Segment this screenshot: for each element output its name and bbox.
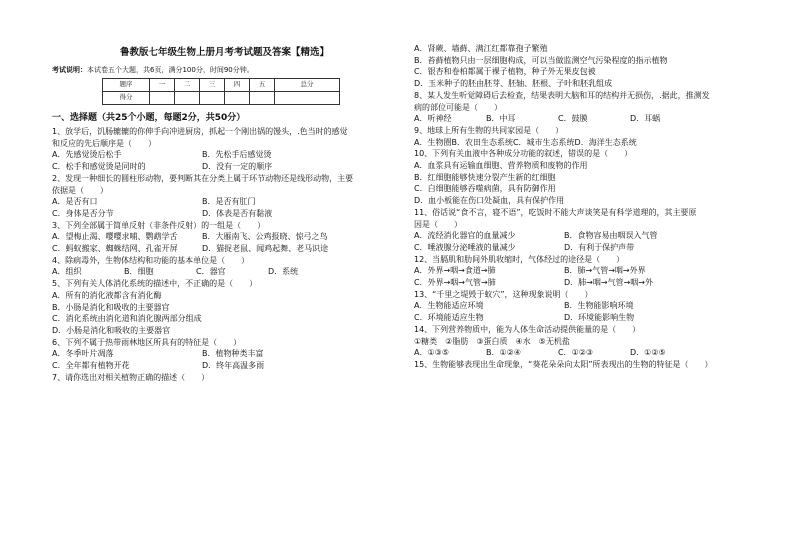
score-table-header-row — [103, 79, 340, 92]
question-line: 7、请你选出对相关植物正确的描述（ ） — [52, 372, 210, 382]
score-header-cell: 五 — [250, 79, 275, 92]
score-cell — [250, 92, 275, 105]
option-row — [414, 300, 759, 312]
question-line: 11、俗话说“食不言，寝不语”，吃饭时不能大声谈笑是有科学道理的，其主要原 — [414, 207, 697, 217]
score-cell — [275, 92, 340, 105]
question-line: A．所有的消化液都含有消化酶 — [52, 290, 162, 300]
option-text: D．系统 — [268, 267, 299, 277]
score-header-cell: 四 — [225, 79, 250, 92]
option-text: C．鼓膜 — [558, 114, 588, 124]
option-text: A．流经消化器官的血量减少 — [414, 231, 516, 241]
exam-notice — [52, 65, 397, 75]
question-line: 13、“千里之堤毁于蚁穴”，这种现象说明（ ） — [414, 289, 593, 299]
page-title: 鲁教版七年级生物上册月考考试题及答案【精选】 — [119, 47, 329, 58]
option-text: D．①②⑤ — [630, 348, 666, 358]
option-row — [52, 196, 397, 208]
option-text: A．先感觉烫后松手 — [52, 150, 122, 160]
score-header-cell: 三 — [200, 79, 225, 92]
option-text: D．终年高温多雨 — [202, 361, 265, 371]
score-cell — [200, 92, 225, 105]
option-row — [52, 231, 397, 243]
option-text: D．肺→咽→气管→咽→外 — [564, 278, 653, 288]
right-question-list — [414, 43, 759, 371]
question-line: 因是（ ） — [414, 219, 462, 229]
question-line: C．白细胞能够吞噬病菌，具有防御作用 — [414, 184, 556, 194]
option-row — [52, 208, 397, 220]
score-row-label: 得分 — [103, 92, 150, 105]
question-line: B．苔藓植物只由一层细胞构成，可以当做监测空气污染程度的指示植物 — [414, 55, 668, 65]
option-row — [52, 149, 397, 161]
option-text: A．听神经 — [414, 114, 452, 124]
question-line: C．银杏和卷柏都属于裸子植物，种子外无果皮包被 — [414, 67, 596, 77]
option-text: D．体表是否有黏液 — [202, 208, 273, 218]
option-text: D．没有一定的顺序 — [202, 162, 273, 172]
option-text: D．猫捉老鼠、闻鸡起舞、老马识途 — [202, 244, 329, 254]
score-cell — [175, 92, 200, 105]
question-line: 1、放学后，饥肠辘辘的你伸手向冲进厨房，抓起一个刚出锅的馒头，.色当时的感觉 — [52, 127, 348, 136]
question-line: 6、下列不属于热带雨林地区所具有的特征是（ ） — [52, 337, 242, 347]
option-row — [52, 266, 397, 278]
question-line: 9、地球上所有生物的共同家园是（ ） — [414, 125, 564, 135]
question-line: 2、发现一种细长的圆柱形动物，要判断其在分类上属于环节动物还是线形动物，主要 — [52, 173, 354, 183]
question-line: 15、生物能够表现出生命现象，“葵花朵朵向太阳”所表现出的生物的特征是（ ） — [414, 359, 713, 369]
question-line: A．血浆具有运输血细胞、营养物质和废物的作用 — [414, 161, 588, 171]
question-line: D．小肠是消化和吸收的主要器官 — [52, 325, 171, 335]
question-line: D．血小板能在伤口处凝血，具有保护作用 — [414, 196, 565, 206]
score-header-cell: 二 — [175, 79, 200, 92]
option-row — [414, 113, 759, 125]
question-line: 8、某人发生听觉障碍后去检查，结果表明大脑和耳的结构并无损伤，.据此，推测发 — [414, 90, 710, 100]
option-text: B．大雁南飞、公鸡报晓、惊弓之鸟 — [202, 232, 328, 242]
score-cell — [150, 92, 175, 105]
question-line: 10、下列有关血液中各种成分功能的叙述，错误的是（ ） — [414, 149, 633, 159]
option-row — [52, 360, 397, 372]
option-text: B．①②④ — [486, 348, 522, 358]
score-cell — [225, 92, 250, 105]
option-row — [52, 243, 397, 255]
option-text: D．环境能影响生物 — [564, 313, 635, 323]
option-text: D．有利于保护声带 — [564, 242, 635, 252]
option-text: B．植物种类丰富 — [202, 349, 264, 359]
option-text: B．是否有肛门 — [202, 197, 256, 207]
question-line: B．小肠是消化和吸收的主要器官 — [52, 302, 170, 312]
score-header-cell: 题序 — [103, 79, 150, 92]
question-line: B．红细胞能够快速分裂产生新的红细胞 — [414, 172, 556, 182]
option-row — [414, 242, 759, 254]
question-line: 和反应的先后顺序是（ ） — [52, 138, 156, 148]
question-line: 14、下列营养物质中，能为人体生命活动提供能量的是（ ） — [414, 324, 641, 334]
question-line: 12、当膈肌和肋间外肌收缩时，气体经过的途径是（ ） — [414, 254, 625, 264]
question-line: D．玉米种子的胚由胚芽、胚轴、胚根、子叶和胚乳组成 — [414, 79, 613, 89]
option-text: C．松手和感觉烫是同时的 — [52, 162, 146, 172]
option-text: A．望梅止渴、嘤嘤求哺、鹦鹉学舌 — [52, 232, 178, 242]
right-column — [414, 0, 759, 371]
score-table — [102, 78, 340, 105]
score-header-cell: 总分 — [275, 79, 340, 92]
option-text: B．先松手后感觉烫 — [202, 150, 272, 160]
question-line: A．肾蕨、墙藓、满江红都靠孢子繁殖 — [414, 44, 548, 53]
option-text: A．是否有口 — [52, 197, 98, 207]
option-text: C．唾液腺分泌唾液的量减少 — [414, 242, 516, 252]
option-text: C．环境能适应生物 — [414, 313, 484, 323]
option-text: C．蚂蚁搬家、蜘蛛结网、孔雀开屏 — [52, 244, 178, 254]
option-text: B．肺→气管→咽→外界 — [564, 266, 646, 276]
option-text: C．外界→咽→气管→肺 — [414, 278, 496, 288]
option-row — [414, 277, 759, 289]
question-line: 3、下列全部属于简单反射（非条件反射）的一组是（ ） — [52, 220, 266, 230]
question-line: A．生物圈B．农田生态系统C．城市生态系统D．海洋生态系统 — [414, 137, 637, 147]
option-text: A．外界→咽→食道→肺 — [414, 266, 496, 276]
option-text: C．全年都有植物开花 — [52, 361, 130, 371]
option-text: A．冬季叶片凋落 — [52, 349, 114, 359]
option-row — [414, 265, 759, 277]
question-line: 5、下列有关人体消化系统的描述中，不正确的是（ ） — [52, 279, 258, 289]
option-text: B．中耳 — [486, 114, 516, 124]
exam-notice-text: 本试卷五个大题，共6页，满分100分，时间90分钟。 — [87, 66, 254, 74]
option-row — [52, 161, 397, 173]
option-text: C．①②③ — [558, 348, 594, 358]
option-text: A．组织 — [52, 267, 82, 277]
question-line: 4、除病毒外，生物体结构和功能的基本单位是（ ） — [52, 255, 250, 265]
option-text: B．生物能影响环境 — [564, 301, 634, 311]
option-row — [414, 312, 759, 324]
score-header-cell: 一 — [150, 79, 175, 92]
question-line: C．消化系统由消化道和消化腺两部分组成 — [52, 314, 202, 324]
option-row — [414, 230, 759, 242]
left-column — [52, 0, 397, 383]
option-text: C．身体是否分节 — [52, 208, 114, 218]
section-heading: 一、选择题（共25个小题，每题2分，共50分） — [52, 113, 246, 123]
exam-notice-label: 考试说明： — [52, 66, 87, 74]
option-text: D．耳蜗 — [630, 114, 661, 124]
question-line: 依据是（ ） — [52, 185, 108, 195]
question-line: ①糖类 ②脂肪 ③蛋白质 ④水 ⑤无机盐 — [414, 336, 570, 346]
score-table-score-row — [103, 92, 340, 105]
option-text: B．细胞 — [124, 267, 154, 277]
left-question-list — [52, 126, 397, 383]
option-text: A．①③⑤ — [414, 348, 449, 358]
option-text: B．食物容易由咽误入气管 — [564, 231, 658, 241]
option-text: A．生物能适应环境 — [414, 301, 484, 311]
option-text: C．器官 — [196, 267, 226, 277]
question-line: 病的部位可能是（ ） — [414, 102, 502, 112]
option-row — [414, 347, 759, 359]
option-row — [52, 348, 397, 360]
